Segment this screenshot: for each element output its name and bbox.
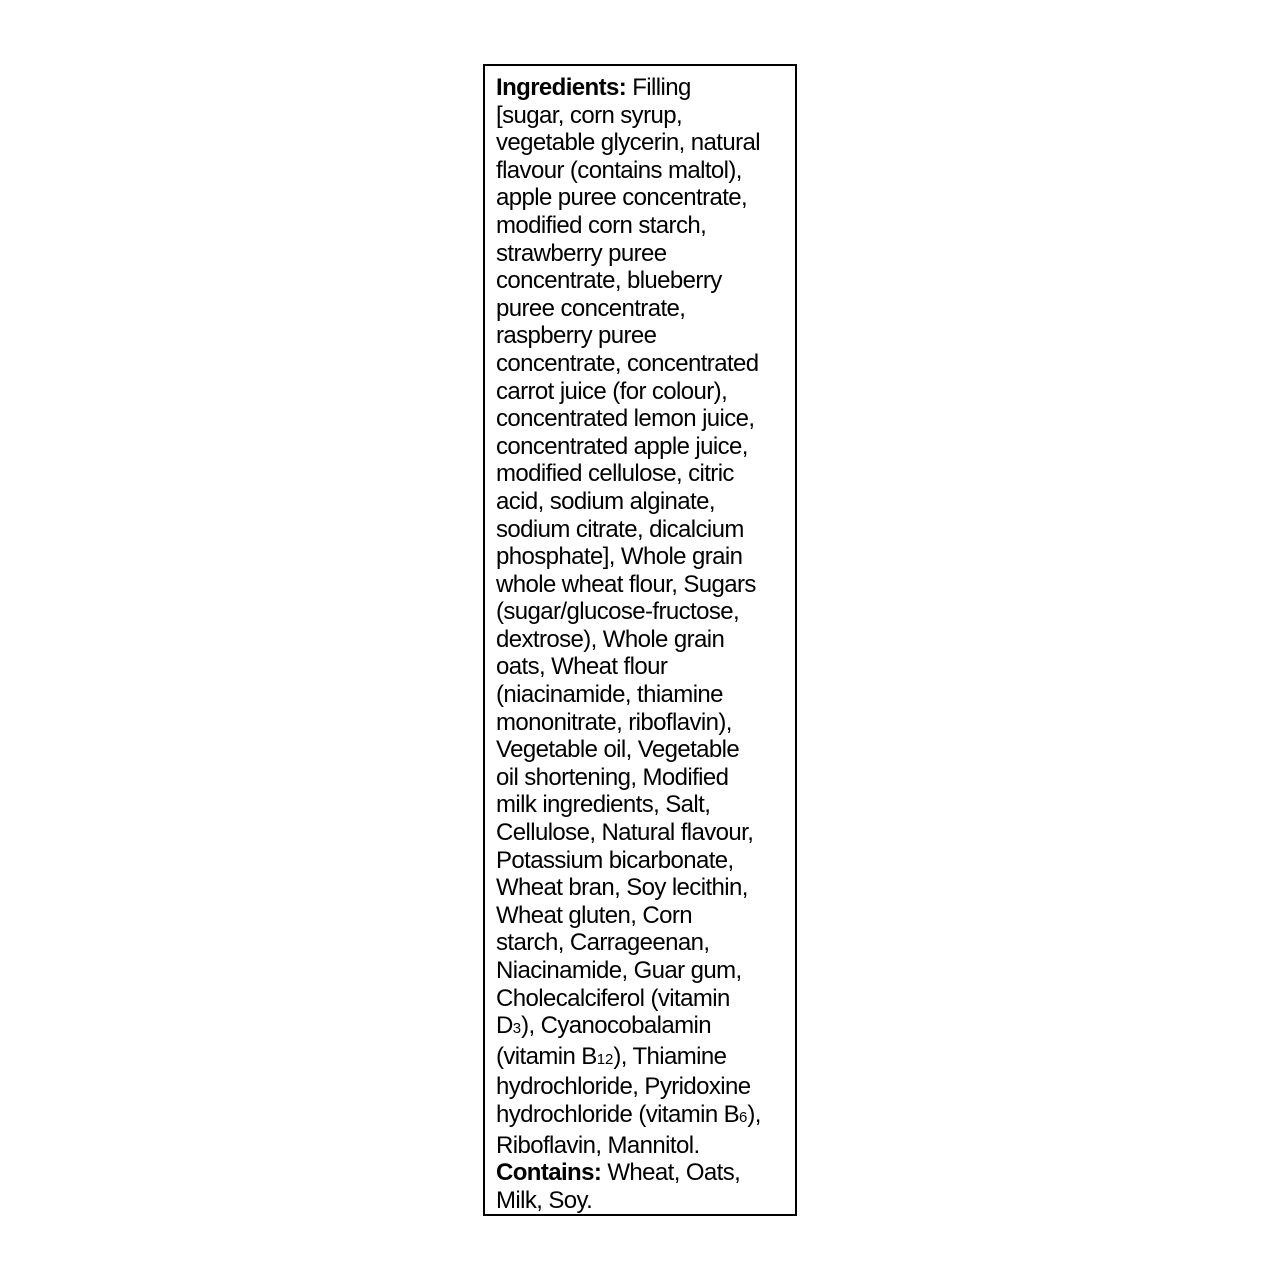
ingredients-line: concentrate, blueberry (496, 267, 722, 295)
ingredients-line: milk ingredients, Salt, (496, 791, 711, 819)
contains-line (496, 1159, 787, 1187)
ingredients-line: [sugar, corn syrup, (496, 101, 683, 129)
ingredients-line: starch, Carrageenan, (496, 929, 710, 957)
subscript: 3 (512, 1020, 522, 1038)
ingredients-line: modified corn starch, (496, 211, 707, 239)
ingredients-text: D (496, 1012, 513, 1040)
ingredients-panel (483, 64, 797, 1216)
ingredients-line: hydrochloride, Pyridoxine (496, 1073, 751, 1101)
ingredients-text: Filling (632, 74, 691, 101)
ingredients-line: Wheat bran, Soy lecithin, (496, 874, 748, 902)
subscript: 12 (596, 1050, 614, 1068)
ingredients-line: acid, sodium alginate, (496, 487, 715, 515)
ingredients-line (496, 1043, 787, 1074)
ingredients-line: oats, Wheat flour (496, 653, 668, 681)
ingredients-line (496, 1101, 787, 1132)
ingredients-line (496, 1012, 787, 1043)
ingredients-line: modified cellulose, citric (496, 460, 734, 488)
ingredients-line-1 (496, 74, 787, 102)
ingredients-line: puree concentrate, (496, 294, 686, 322)
contains-line: Milk, Soy. (496, 1186, 593, 1214)
ingredients-text: ), Thiamine (613, 1042, 727, 1070)
ingredients-line: concentrated lemon juice, (496, 405, 755, 433)
ingredients-line: oil shortening, Modified (496, 763, 729, 791)
ingredients-line: concentrate, concentrated (496, 349, 759, 377)
ingredients-line: Cholecalciferol (vitamin (496, 984, 730, 1012)
ingredients-line: Wheat gluten, Corn (496, 901, 692, 929)
ingredients-text: hydrochloride (vitamin B (496, 1100, 740, 1128)
ingredients-line: mononitrate, riboflavin), (496, 708, 732, 736)
ingredients-text: ), (747, 1100, 761, 1128)
ingredients-line: Riboflavin, Mannitol. (496, 1131, 700, 1159)
ingredients-line: Cellulose, Natural flavour, (496, 819, 754, 847)
ingredients-text: (vitamin B (496, 1042, 597, 1070)
ingredients-line: dextrose), Whole grain (496, 625, 725, 653)
ingredients-line: flavour (contains maltol), (496, 156, 742, 184)
ingredients-line: Niacinamide, Guar gum, (496, 957, 742, 984)
ingredients-line: (niacinamide, thiamine (496, 681, 723, 709)
ingredients-line: strawberry puree (496, 239, 667, 267)
ingredients-line: apple puree concentrate, (496, 184, 748, 212)
ingredients-line: sodium citrate, dicalcium (496, 515, 744, 543)
ingredients-line: raspberry puree (496, 322, 657, 350)
ingredients-line: whole wheat flour, Sugars (496, 570, 756, 598)
contains-text: Wheat, Oats, (607, 1159, 741, 1187)
ingredients-line: phosphate], Whole grain (496, 543, 743, 571)
ingredients-line: Potassium bicarbonate, (496, 846, 734, 874)
ingredients-line: (sugar/glucose-fructose, (496, 598, 740, 626)
ingredients-line: concentrated apple juice, (496, 432, 748, 460)
ingredients-heading: Ingredients: (496, 74, 627, 101)
subscript: 6 (739, 1108, 748, 1126)
ingredients-line: Vegetable oil, Vegetable (496, 736, 740, 764)
ingredients-line: carrot juice (for colour), (496, 377, 728, 405)
ingredients-line: vegetable glycerin, natural (496, 129, 760, 157)
ingredients-text: ), Cyanocobalamin (521, 1012, 711, 1040)
contains-heading: Contains: (496, 1159, 602, 1187)
